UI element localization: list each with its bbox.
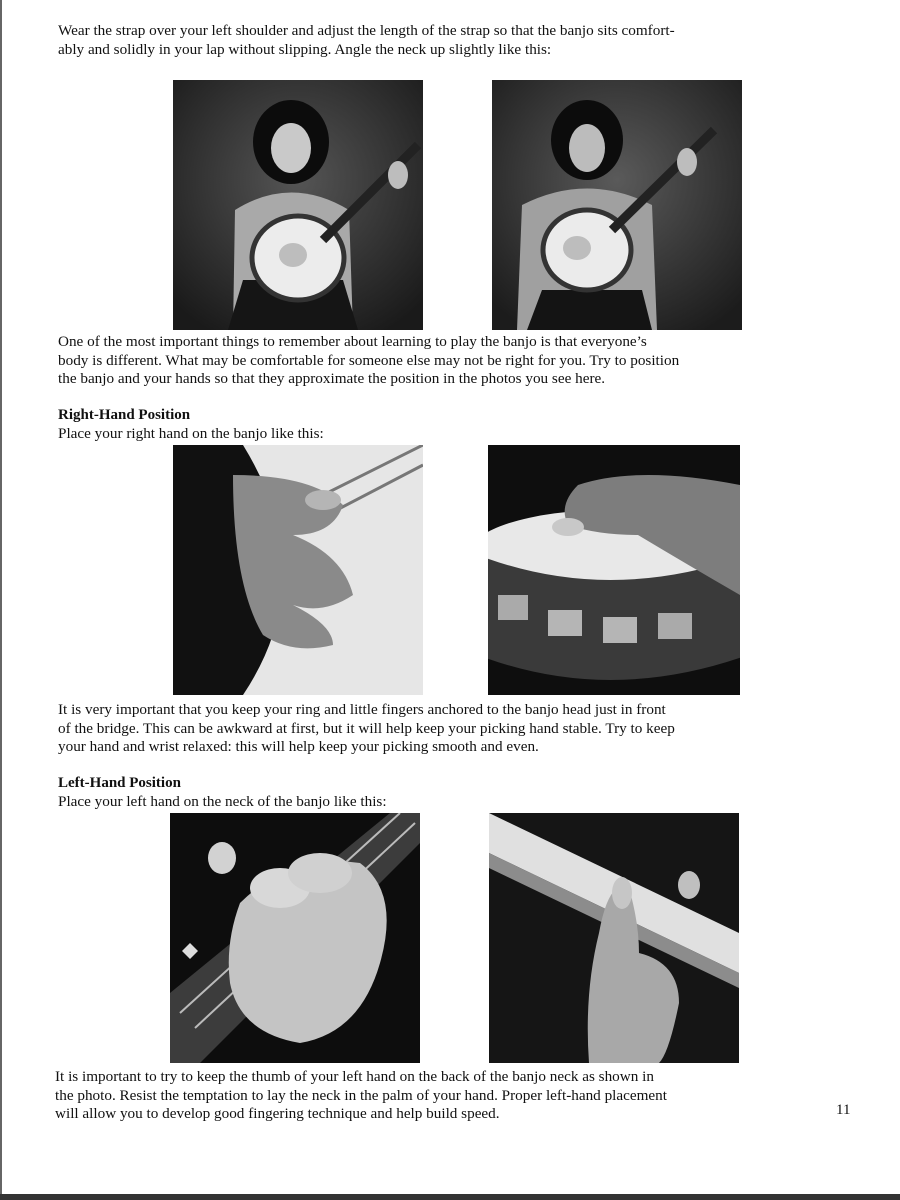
photo-right-hand-closeup: [173, 445, 423, 695]
photo-right-hand-side: [488, 445, 740, 695]
photo-banjo-posture-angled: [492, 80, 742, 330]
left-hand-instruction: Place your left hand on the neck of the banjo like this:: [58, 793, 387, 810]
posture-paragraph: [58, 333, 818, 389]
left-hand-line-1: It is important to try to keep the thumb of your left hand on the back of the banjo neck as shown in: [55, 1068, 654, 1085]
posture-line-2: body is different. What may be comfortable for someone else may not be right for you. Try to position: [58, 351, 680, 369]
intro-line-2: ably and solidly in your lap without slipping. Angle the neck up slightly like this:: [58, 40, 552, 58]
photo-left-hand-front: [170, 813, 420, 1063]
posture-line-1: One of the most important things to remember about learning to play the banjo is that everyone’s: [58, 333, 647, 350]
left-hand-line-3: will allow you to develop good fingering technique and help build speed.: [55, 1105, 500, 1122]
left-hand-line-2: the photo. Resist the temptation to lay the neck in the palm of your hand. Proper left-hand placement: [55, 1086, 667, 1104]
right-hand-heading: Right-Hand Position: [58, 407, 191, 423]
photo-banjo-posture-front: [173, 80, 423, 330]
page-number: 11: [836, 1102, 851, 1118]
posture-line-3: the banjo and your hands so that they approximate the position in the photos you see here.: [58, 370, 606, 387]
right-hand-paragraph: [58, 701, 818, 757]
intro-paragraph: [58, 22, 818, 59]
page-bottom-edge: [0, 1194, 900, 1200]
left-hand-heading: Left-Hand Position: [58, 775, 181, 791]
right-hand-line-1: It is very important that you keep your ring and little fingers anchored to the banjo head just in front: [58, 701, 666, 718]
intro-line-1: Wear the strap over your left shoulder and adjust the length of the strap so that the banjo sits comfort-: [58, 22, 675, 39]
right-hand-instruction: Place your right hand on the banjo like this:: [58, 425, 324, 442]
left-hand-paragraph: [55, 1068, 815, 1124]
right-hand-line-2: of the bridge. This can be awkward at first, but it will help keep your picking hand stable. Try to keep: [58, 719, 675, 737]
photo-left-hand-back: [489, 813, 739, 1063]
page-edge-rule: [0, 0, 2, 1200]
right-hand-line-3: your hand and wrist relaxed: this will help keep your picking smooth and even.: [58, 738, 539, 755]
